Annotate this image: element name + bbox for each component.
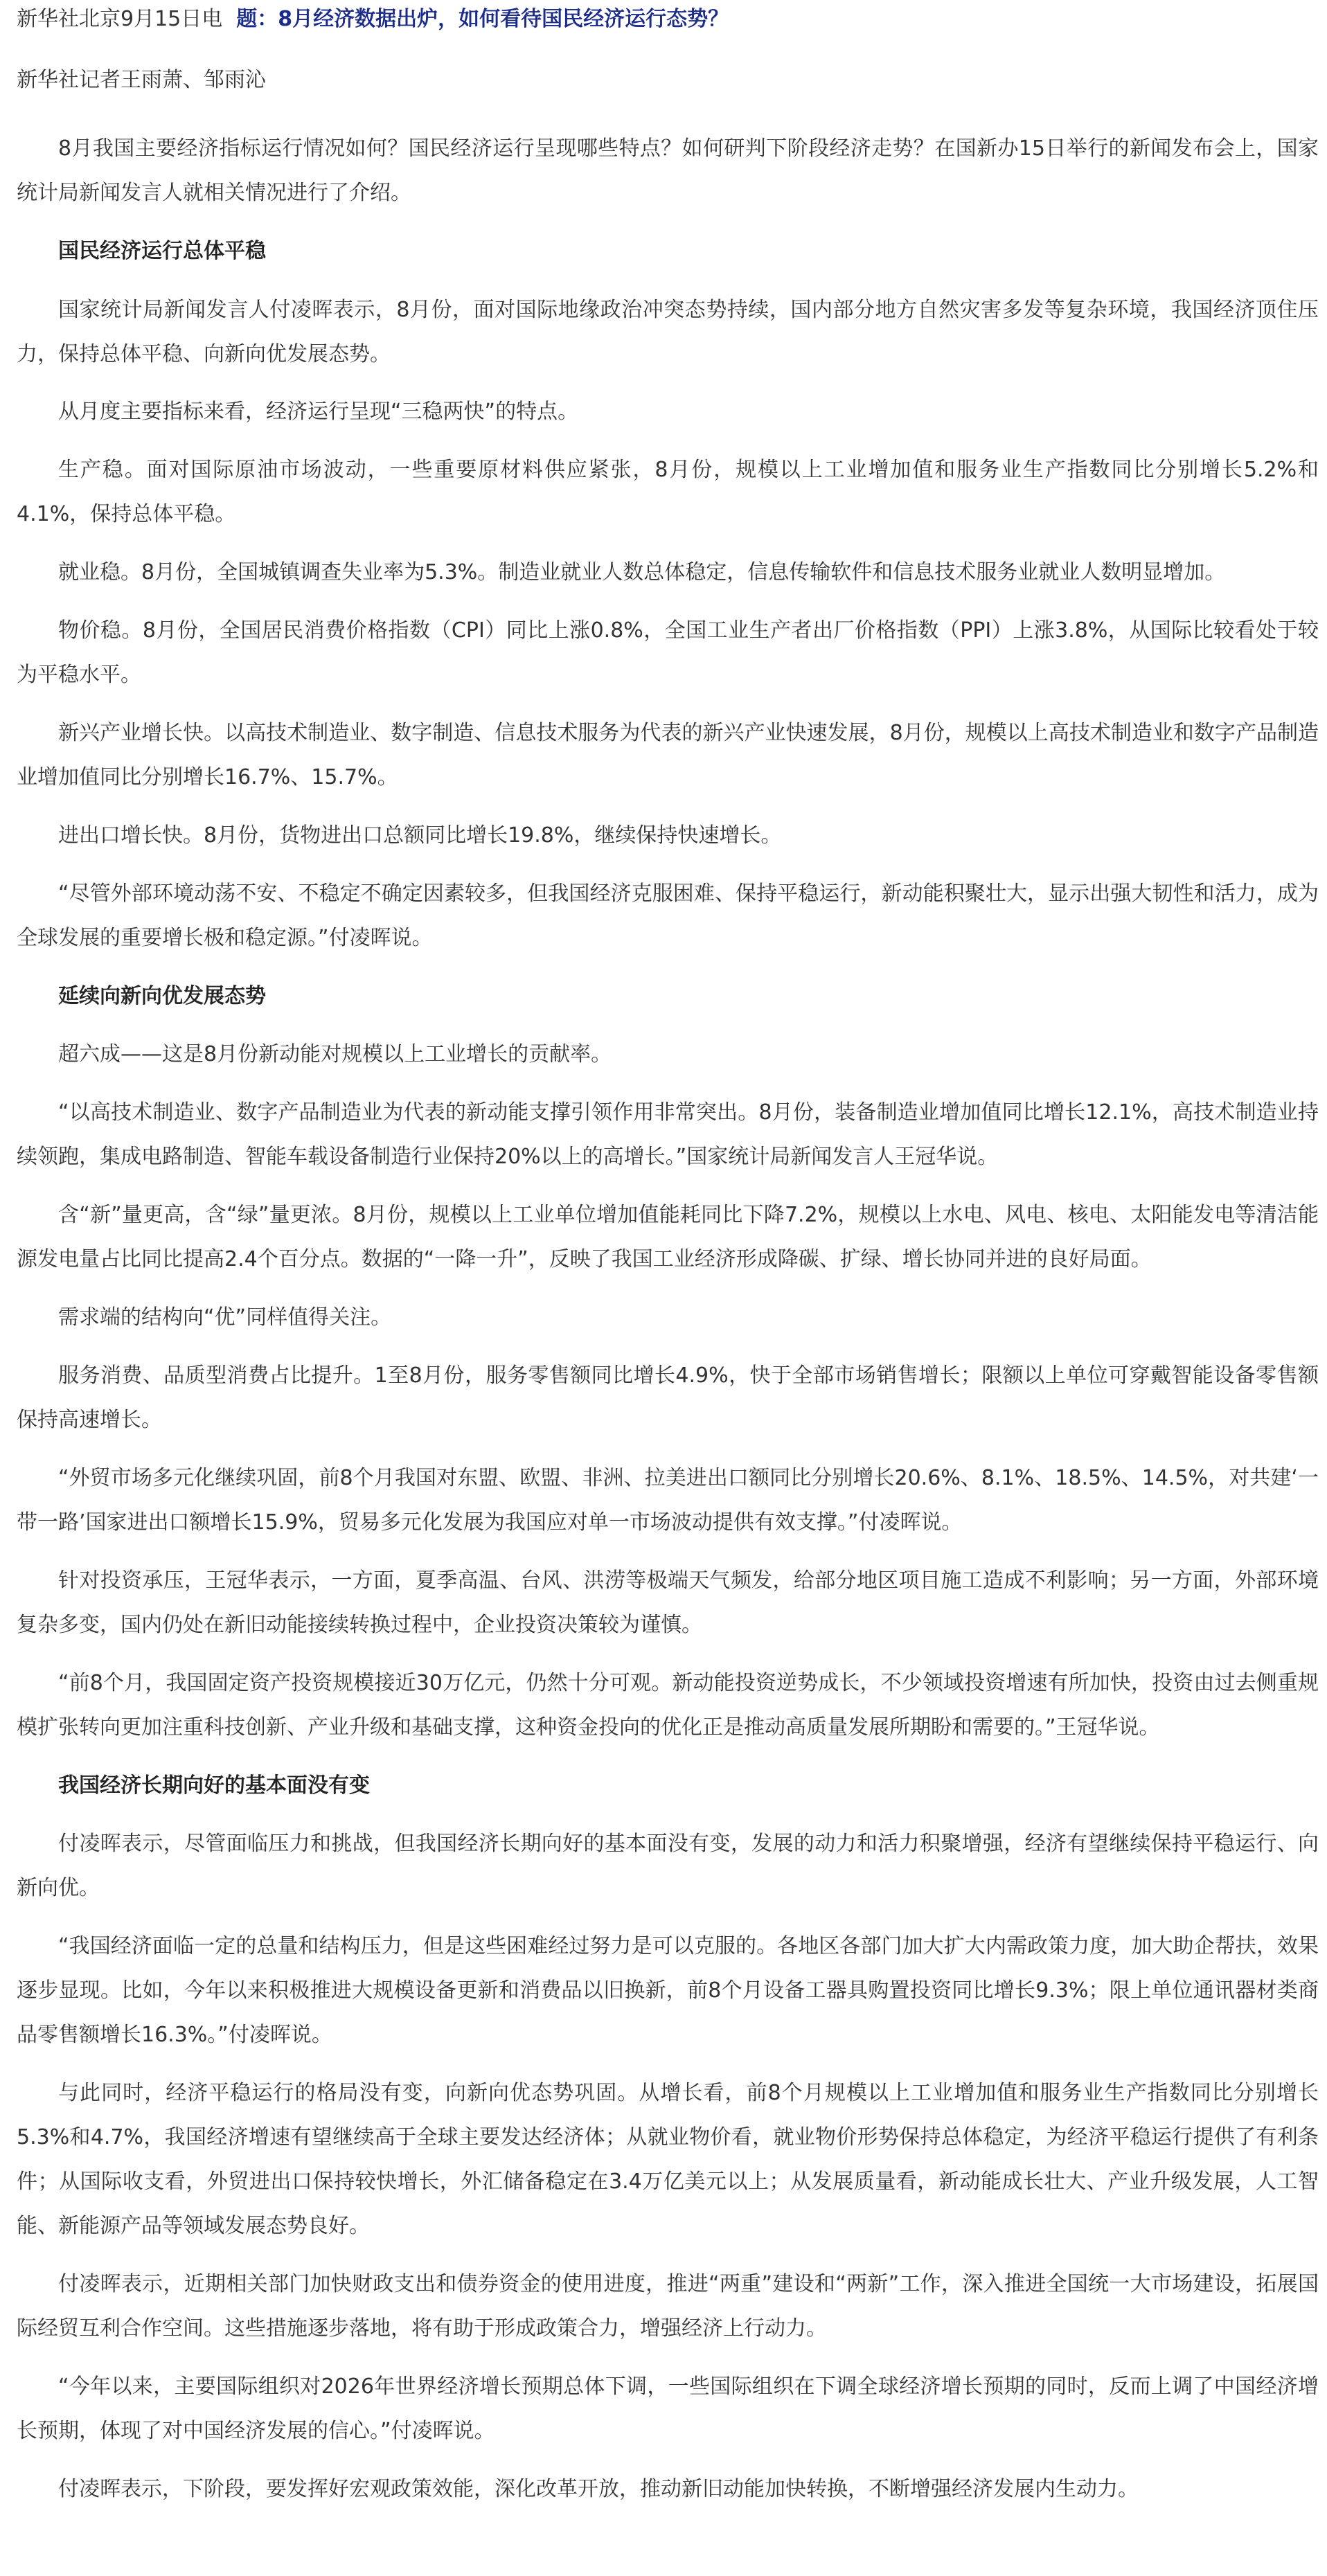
paragraph: 付凌晖表示，尽管面临压力和挑战，但我国经济长期向好的基本面没有变，发展的动力和活力积聚增强，经济有望继续保持平稳运行、向新向优。 (17, 1832, 1319, 1900)
paragraph: 进出口增长快。8月份，货物进出口总额同比增长19.8%，继续保持快速增长。 (58, 823, 782, 848)
paragraph: 8月我国主要经济指标运行情况如何？国民经济运行呈现哪些特点？如何研判下阶段经济走势？在国新办15日举行的新闻发布会上，国家统计局新闻发言人就相关情况进行了介绍。 (17, 136, 1319, 205)
paragraph: “今年以来，主要国际组织对2026年世界经济增长预期总体下调，一些国际组织在下调全球经济增长预期的同时，反而上调了中国经济增长预期，体现了对中国经济发展的信心。”付凌晖说。 (17, 2374, 1319, 2443)
paragraph: 从月度主要指标来看，经济运行呈现“三稳两快”的特点。 (58, 400, 579, 424)
article-title: 题：8月经济数据出炉，如何看待国民经济运行态势？ (236, 7, 729, 31)
paragraph: 物价稳。8月份，全国居民消费价格指数（CPI）同比上涨0.8%，全国工业生产者出厂价格指数（PPI）上涨3.8%，从国际比较看处于较为平稳水平。 (17, 618, 1319, 687)
paragraph: 含“新”量更高，含“绿”量更浓。8月份，规模以上工业单位增加值能耗同比下降7.2%，规模以上水电、风电、核电、太阳能发电等清洁能源发电量占比同比提高2.4个百分点。数据的“一降一升”，反映了我国工业经济形成降碳、扩绿、增长协同并进的良好局面。 (17, 1203, 1319, 1271)
paragraph: 新兴产业增长快。以高技术制造业、数字制造、信息技术服务为代表的新兴产业快速发展，8月份，规模以上高技术制造业和数字产品制造业增加值同比分别增长16.7%、15.7%。 (17, 721, 1319, 789)
section-heading: 延续向新向优发展态势 (58, 984, 266, 1008)
paragraph: “以高技术制造业、数字产品制造业为代表的新动能支撑引领作用非常突出。8月份，装备制造业增加值同比增长12.1%，高技术制造业持续领跑，集成电路制造、智能车载设备制造行业保持20%以上的高增长。”国家统计局新闻发言人王冠华说。 (17, 1100, 1319, 1169)
byline: 新华社记者王雨萧、邹雨沁 (17, 68, 266, 92)
paragraph: 就业稳。8月份，全国城镇调查失业率为5.3%。制造业就业人数总体稳定，信息传输软件和信息技术服务业就业人数明显增加。 (58, 560, 1226, 584)
section-heading: 我国经济长期向好的基本面没有变 (58, 1773, 370, 1798)
paragraph: 付凌晖表示，下阶段，要发挥好宏观政策效能，深化改革开放，推动新旧动能加快转换，不断增强经济发展内生动力。 (58, 2477, 1139, 2501)
paragraph: 服务消费、品质型消费占比提升。1至8月份，服务零售额同比增长4.9%，快于全部市场销售增长；限额以上单位可穿戴智能设备零售额保持高速增长。 (17, 1363, 1319, 1432)
paragraph: 付凌晖表示，近期相关部门加快财政支出和债券资金的使用进度，推进“两重”建设和“两新”工作，深入推进全国统一大市场建设，拓展国际经贸互利合作空间。这些措施逐步落地，将有助于形成政策合力，增强经济上行动力。 (17, 2272, 1319, 2341)
paragraph: “我国经济面临一定的总量和结构压力，但是这些困难经过努力是可以克服的。各地区各部门加大扩大内需政策力度，加大助企帮扶，效果逐步显现。比如，今年以来积极推进大规模设备更新和消费品以旧换新，前8个月设备工器具购置投资同比增长9.3%；限上单位通讯器材类商品零售额增长16.3%。”付凌晖说。 (17, 1934, 1319, 2047)
paragraph: 超六成——这是8月份新动能对规模以上工业增长的贡献率。 (58, 1042, 612, 1066)
paragraph: “尽管外部环境动荡不安、不稳定不确定因素较多，但我国经济克服困难、保持平稳运行，新动能积聚壮大，显示出强大韧性和活力，成为全球发展的重要增长极和稳定源。”付凌晖说。 (17, 882, 1319, 950)
section-heading: 国民经济运行总体平稳 (58, 239, 266, 263)
paragraph: “前8个月，我国固定资产投资规模接近30万亿元，仍然十分可观。新动能投资逆势成长，不少领域投资增速有所加快，投资由过去侧重规模扩张转向更加注重科技创新、产业升级和基础支撑，这种资金投向的优化正是推动高质量发展所期盼和需要的。”王冠华说。 (17, 1671, 1319, 1739)
paragraph: 与此同时，经济平稳运行的格局没有变，向新向优态势巩固。从增长看，前8个月规模以上工业增加值和服务业生产指数同比分别增长5.3%和4.7%，我国经济增速有望继续高于全球主要发达经济体；从就业物价看，就业物价形势保持总体稳定，为经济平稳运行提供了有利条件；从国际收支看，外贸进出口保持较快增长，外汇储备稳定在3.4万亿美元以上；从发展质量看，新动能成长壮大、产业升级发展，人工智能、新能源产品等领域发展态势良好。 (17, 2081, 1319, 2238)
paragraph: 国家统计局新闻发言人付凌晖表示，8月份，面对国际地缘政治冲突态势持续，国内部分地方自然灾害多发等复杂环境，我国经济顶住压力，保持总体平稳、向新向优发展态势。 (17, 298, 1319, 366)
dateline: 新华社北京9月15日电 (17, 7, 223, 31)
paragraph: 针对投资承压，王冠华表示，一方面，夏季高温、台风、洪涝等极端天气频发，给部分地区项目施工造成不利影响；另一方面，外部环境复杂多变，国内仍处在新旧动能接续转换过程中，企业投资决策较为谨慎。 (17, 1568, 1319, 1637)
paragraph: 生产稳。面对国际原油市场波动，一些重要原材料供应紧张，8月份，规模以上工业增加值和服务业生产指数同比分别增长5.2%和4.1%，保持总体平稳。 (17, 458, 1319, 526)
paragraph: 需求端的结构向“优”同样值得关注。 (58, 1305, 392, 1330)
dateline-line (17, 4, 1319, 35)
paragraph: “外贸市场多元化继续巩固，前8个月我国对东盟、欧盟、非洲、拉美进出口额同比分别增长20.6%、8.1%、18.5%、14.5%，对共建‘一带一路’国家进出口额增长15.9%，贸易多元化发展为我国应对单一市场波动提供有效支撑。”付凌晖说。 (17, 1466, 1319, 1535)
